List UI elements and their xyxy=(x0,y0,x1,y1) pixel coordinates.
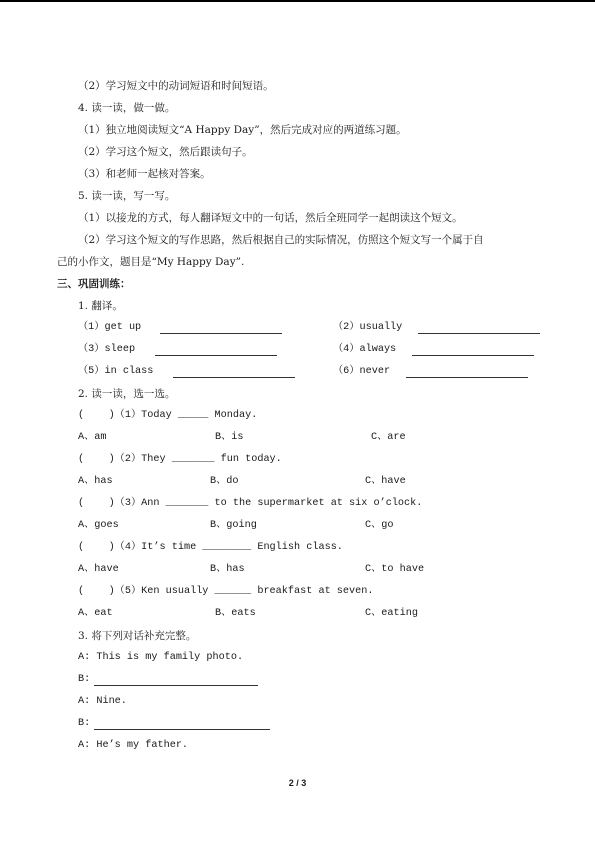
header-rule xyxy=(0,0,595,2)
q2-option-2a: A、has xyxy=(78,476,113,487)
q2-option-1c: C、are xyxy=(371,432,406,443)
q2-option-2b: B、do xyxy=(210,476,239,487)
q2-option-4a: A、have xyxy=(78,564,119,575)
step-2-2: （2）学习短文中的动词短语和时间短语。 xyxy=(78,80,274,92)
q1-blank-1[interactable] xyxy=(160,333,282,334)
q1-item-5: （5）in class xyxy=(78,366,154,377)
q2-option-4b: B、has xyxy=(210,564,245,575)
step-5-2-line1: （2）学习这个短文的写作思路，然后根据自己的实际情况，仿照这个短文写一个属于自 xyxy=(78,234,484,246)
q2-stem-3: ( )（3）Ann _______ to the supermarket at six o’clock. xyxy=(78,498,423,509)
q3-title: 3. 将下列对话补充完整。 xyxy=(78,630,197,642)
q2-option-5a: A、eat xyxy=(78,608,113,619)
step-4-title: 4. 读一读，做一做。 xyxy=(78,102,176,114)
q2-stem-5: ( )（5）Ken usually ______ breakfast at seven. xyxy=(78,586,374,597)
q2-option-2c: C、have xyxy=(365,476,406,487)
q2-option-3b: B、going xyxy=(210,520,257,531)
q1-item-6: （6）never xyxy=(333,366,391,377)
q1-title: 1. 翻译。 xyxy=(78,300,123,312)
q2-option-3a: A、goes xyxy=(78,520,119,531)
q3-blank-1[interactable] xyxy=(94,685,258,686)
page-number: 2 / 3 xyxy=(288,778,307,788)
q2-stem-2: ( )（2）They _______ fun today. xyxy=(78,454,282,465)
q1-blank-4[interactable] xyxy=(412,355,534,356)
step-4-3: （3）和老师一起核对答案。 xyxy=(78,168,211,180)
q2-stem-4: ( )（4）It’s time ________ English class. xyxy=(78,542,343,553)
q2-stem-1: ( )（1）Today _____ Monday. xyxy=(78,410,258,421)
q2-option-1a: A、am xyxy=(78,432,107,443)
step-4-2: （2）学习这个短文，然后跟读句子。 xyxy=(78,146,253,158)
q2-option-4c: C、to have xyxy=(365,564,425,575)
q1-item-3: （3）sleep xyxy=(78,344,136,355)
step-5-2-line2: 己的小作文，题目是“My Happy Day”. xyxy=(57,256,245,268)
step-4-1: （1）独立地阅读短文“A Happy Day”，然后完成对应的两道练习题。 xyxy=(78,124,407,136)
q1-blank-3[interactable] xyxy=(155,355,277,356)
q3-line-5: A: He’s my father. xyxy=(78,740,189,751)
q3-line-1: A: This is my family photo. xyxy=(78,652,244,663)
section-heading: 三、巩固训练： xyxy=(57,278,131,290)
q2-option-5c: C、eating xyxy=(365,608,418,619)
q3-blank-2[interactable] xyxy=(94,729,270,730)
q1-blank-2[interactable] xyxy=(418,333,540,334)
q3-line-3: A: Nine. xyxy=(78,696,127,707)
q2-option-1b: B、is xyxy=(215,432,244,443)
q1-item-2: （2）usually xyxy=(333,322,403,333)
q3-line-4: B: xyxy=(78,718,91,729)
q3-line-2: B: xyxy=(78,674,91,685)
q2-option-3c: C、go xyxy=(365,520,394,531)
step-5-1: （1）以接龙的方式，每人翻译短文中的一句话，然后全班同学一起朗读这个短文。 xyxy=(78,212,463,224)
step-5-title: 5. 读一读，写一写。 xyxy=(78,190,176,202)
q1-blank-5[interactable] xyxy=(173,377,295,378)
q1-blank-6[interactable] xyxy=(406,377,528,378)
q2-title: 2. 读一读，选一选。 xyxy=(78,388,176,400)
q1-item-4: （4）always xyxy=(333,344,397,355)
q1-item-1: （1）get up xyxy=(78,322,142,333)
q2-option-5b: B、eats xyxy=(215,608,256,619)
